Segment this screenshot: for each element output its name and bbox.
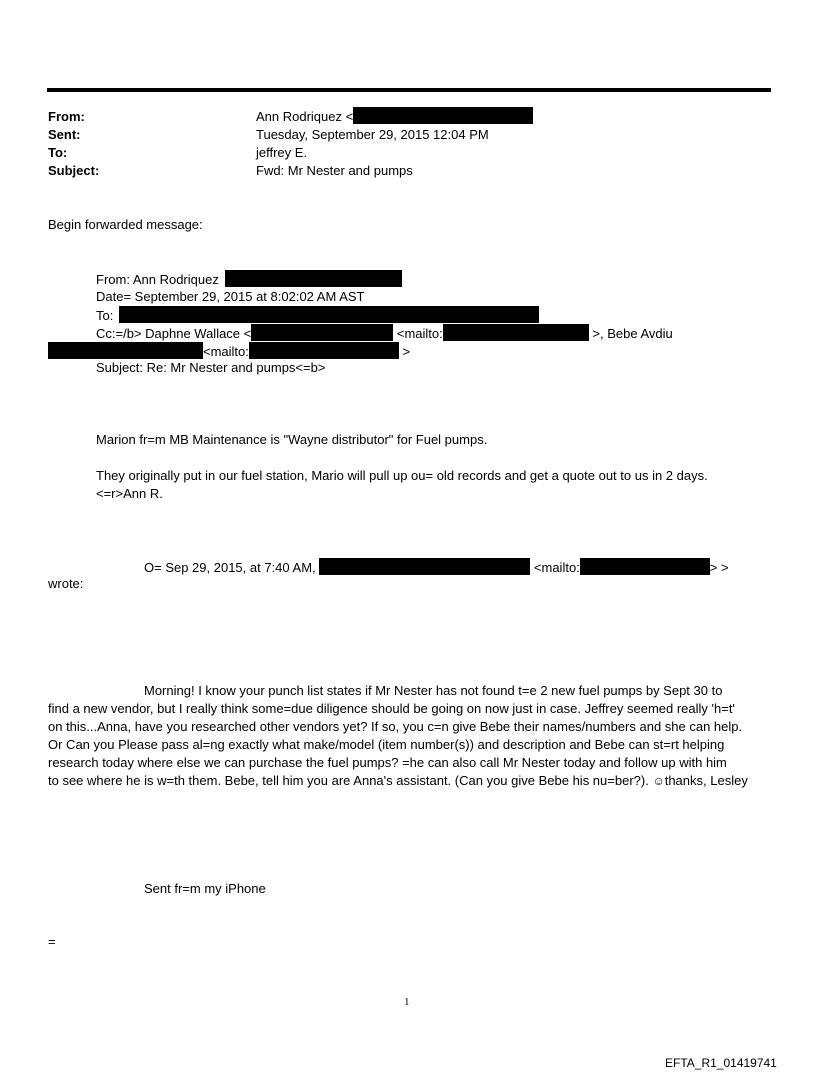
sent-label: Sent: [48, 127, 81, 142]
header-rule [47, 88, 771, 92]
redaction-block [251, 324, 393, 341]
fwd-to-label: To: [96, 308, 114, 323]
fwd-cc-close: > [402, 344, 411, 359]
redaction-block [249, 342, 399, 359]
trailer: = [48, 934, 56, 949]
message-last-line: to see where he is w=th them. Bebe, tell him you are Anna's assistant. (Can you give Bebe his nu=ber?). [48, 773, 649, 788]
fwd-cc-tail: >, Bebe Avdiu [592, 326, 673, 341]
redaction-block [353, 107, 533, 124]
signature: Sent fr=m my iPhone [144, 881, 266, 896]
message-line-4: Or Can you Please pass al=ng exactly what make/model (item number(s)) and description and Bebe can st=rt helping [48, 737, 725, 752]
fwd-subject: Subject: Re: Mr Nester and pumps<=b> [96, 360, 326, 375]
redaction-block [225, 270, 402, 287]
message-line-1: Morning! I know your punch list states if Mr Nester has not found t=e 2 new fuel pumps by Sept 30 to [144, 683, 723, 698]
message-line-6 [48, 773, 748, 789]
to-label: To: [48, 145, 68, 160]
quote-on-prefix: O= Sep 29, 2015, at 7:40 AM, [144, 560, 316, 575]
sent-value: Tuesday, September 29, 2015 12:04 PM [256, 127, 489, 142]
message-signoff: thanks, Lesley [664, 773, 748, 788]
fwd-cc-prefix: Cc:=/b> Daphne Wallace < [96, 326, 252, 341]
message-line-5: research today where else we can purchase the fuel pumps? =he can also call Mr Nester today and follow up with him [48, 755, 727, 770]
to-value: jeffrey E. [256, 145, 308, 160]
fwd-date: Date= September 29, 2015 at 8:02:02 AM AST [96, 289, 365, 304]
redaction-block [319, 558, 530, 575]
fwd-from-text: From: Ann Rodriquez [96, 272, 219, 287]
fwd-cc-mailto: <mailto: [396, 326, 443, 341]
fwd-cc-cont [48, 342, 410, 360]
redaction-block [443, 324, 589, 341]
quote-wrote: wrote: [48, 576, 84, 591]
reply-line-3: <=r>Ann R. [96, 486, 163, 501]
from-value-text: Ann Rodriquez < [256, 109, 354, 124]
subject-label: Subject: [48, 163, 100, 178]
fwd-from [96, 270, 402, 288]
page-number: 1 [404, 996, 410, 1008]
message-line-3: on this...Anna, have you researched other vendors yet? If so, you c=n give Bebe their names/numbers and she can help. [48, 719, 743, 734]
redaction-block [48, 342, 203, 359]
from-label: From: [48, 109, 85, 124]
redaction-block [119, 306, 539, 323]
redaction-block [580, 558, 710, 575]
quote-close: > > [709, 560, 729, 575]
quote-mailto: <mailto: [533, 560, 580, 575]
reply-line-2: They originally put in our fuel station, Mario will pull up ou= old records and get a quote out to us in 2 days. [96, 468, 708, 483]
document-id: EFTA_R1_01419741 [665, 1056, 777, 1070]
forward-intro: Begin forwarded message: [48, 217, 203, 232]
fwd-to [96, 306, 539, 324]
smiley-icon: ☺ [652, 774, 665, 788]
message-line-2: find a new vendor, but I really think some=due diligence should be going on now just in case. Jeffrey seemed really 'h=t' [48, 701, 735, 716]
reply-line-1: Marion fr=m MB Maintenance is "Wayne distributor" for Fuel pumps. [96, 432, 488, 447]
from-value [256, 107, 533, 125]
quote-attribution [144, 558, 729, 576]
fwd-cc [96, 324, 673, 342]
fwd-cc-mailto2: <mailto: [203, 344, 249, 359]
subject-value: Fwd: Mr Nester and pumps [256, 163, 413, 178]
